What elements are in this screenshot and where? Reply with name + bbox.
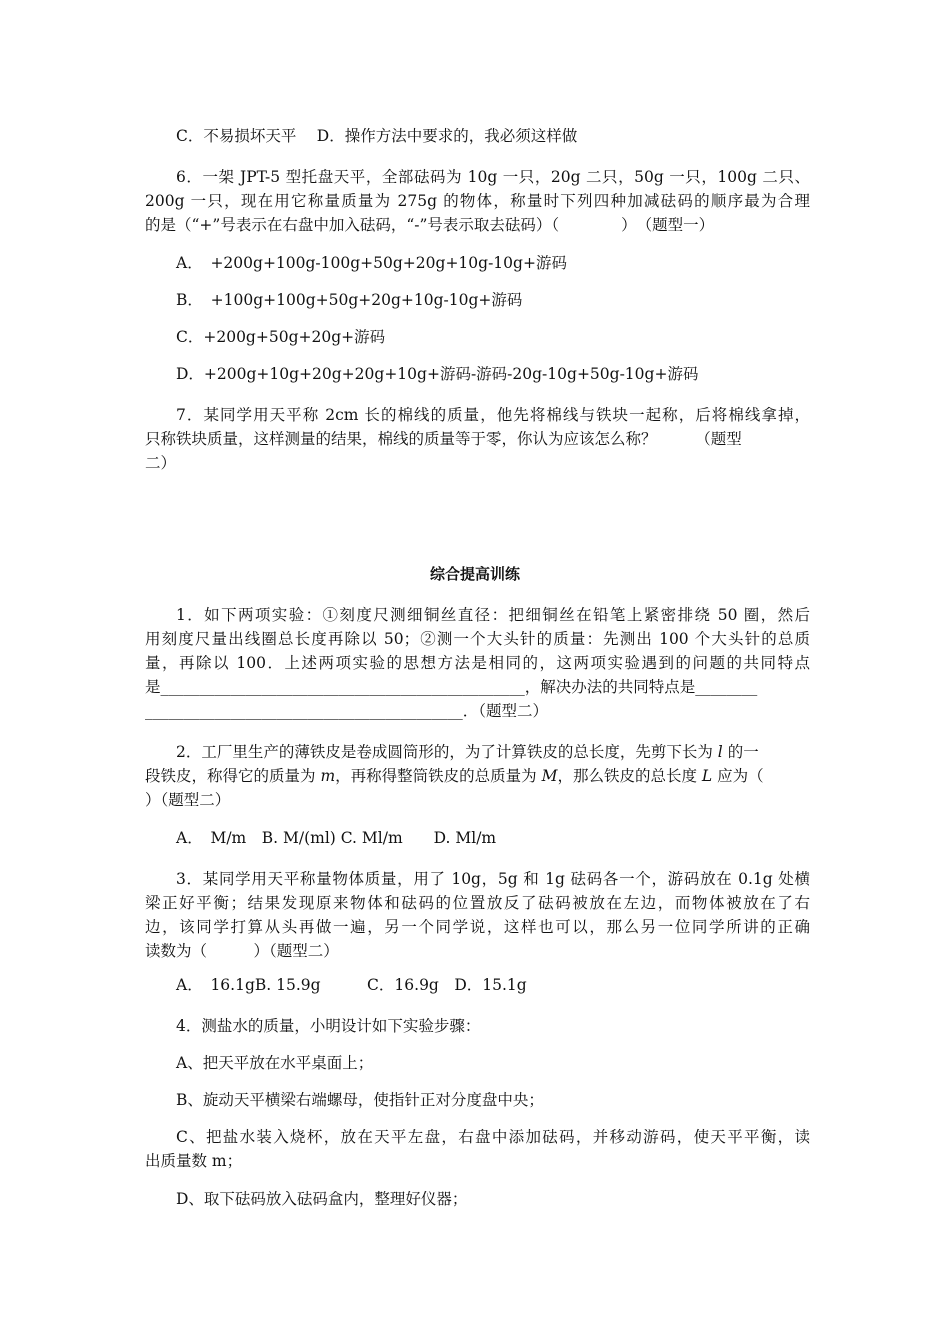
q6-line-3: 的是（“+”号表示在右盘中加入砝码，“-”号表示取去砝码）（ ） （题型一） [145, 216, 715, 234]
s-q4-step-c-line-1: C、把盐水装入烧杯，放在天平左盘，右盘中添加砝码，并移动游码，使天平平衡，读 [176, 1128, 810, 1146]
s-q1-line-3: 量，再除以 100．上述两项实验的思想方法是相同的，这两项实验遇到的问题的共同特点 [145, 654, 810, 672]
s-q2-line-3: ）（题型二） [145, 791, 231, 809]
q7-line-2: 只称铁块质量，这样测量的结果，棉线的质量等于零，你认为应该怎么称？ （题型 [145, 430, 742, 448]
q6-option-d: D．+200g+10g+20g+20g+10g+游码-游码-20g-10g+50g-10g+游码 [176, 365, 699, 383]
s-q4-step-c-line-2: 出质量数 m； [145, 1152, 243, 1170]
q6-line-1: 6．一架 JPT-5 型托盘天平，全部砝码为 10g 一只，20g 二只，50g 一只，100g 二只、 [176, 168, 810, 186]
section-title: 综合提高训练 [429, 565, 520, 583]
q6-option-b: B． +100g+100g+50g+20g+10g-10g+游码 [176, 291, 523, 309]
s-q1-line-5: _________________________________________．（题型二） [145, 702, 549, 720]
s-q3-line-2: 梁正好平衡；结果发现原来物体和砝码的位置放反了砝码被放在左边，而物体被放在了右 [145, 894, 810, 912]
s-q2-line-1: 2．工厂里生产的薄铁皮是卷成圆筒形的，为了计算铁皮的总长度，先剪下长为 l 的一 [176, 743, 759, 761]
s-q3-line-1: 3．某同学用天平称量物体质量，用了 10g，5g 和 1g 砝码各一个，游码放在 0.1g 处横 [176, 870, 810, 888]
s-q4-step-a: A、把天平放在水平桌面上； [176, 1054, 374, 1072]
q6-line-2: 200g 一只，现在用它称量质量为 275g 的物体，称量时下列四种加减砝码的顺序最为合理 [145, 192, 810, 210]
s-q2-options: A． M/m B. M/(ml) C. Ml/m D. Ml/m [176, 829, 497, 847]
q6-option-c: C．+200g+50g+20g+游码 [176, 328, 386, 346]
s-q1-line-2: 用刻度尺量出线圈总长度再除以 50；②测一个大头针的质量：先测出 100 个大头针的总质 [145, 630, 810, 648]
s-q3-options: A． 16.1gB. 15.9g C．16.9g D．15.1g [176, 976, 527, 994]
s-q4-step-b: B、旋动天平横梁右端螺母，使指针正对分度盘中央； [176, 1091, 544, 1109]
s-q1-line-4: 是_______________________________________________，解决办法的共同特点是________ [145, 678, 758, 696]
s-q1-line-1: 1．如下两项实验：①刻度尺测细铜丝直径：把细铜丝在铅笔上紧密排绕 50 圈，然后 [176, 606, 810, 624]
s-q4-step-d: D、取下砝码放入砝码盒内，整理好仪器； [176, 1190, 468, 1208]
q6-option-a: A． +200g+100g-100g+50g+20g+10g-10g+游码 [176, 254, 567, 272]
s-q2-line-2: 段铁皮，称得它的质量为 m，再称得整筒铁皮的总质量为 M，那么铁皮的总长度 L 应为（ [145, 767, 764, 785]
s-q3-line-4: 读数为（ ）（题型二） [145, 942, 339, 960]
q5-options-tail: C．不易损坏天平 D．操作方法中要求的，我必须这样做 [176, 127, 578, 145]
q7-line-3: 二） [145, 454, 177, 472]
q7-line-1: 7．某同学用天平称 2cm 长的棉线的质量，他先将棉线与铁块一起称，后将棉线拿掉， [176, 406, 810, 424]
s-q4-intro: 4．测盐水的质量，小明设计如下实验步骤： [176, 1017, 481, 1035]
s-q3-line-3: 边，该同学打算从头再做一遍，另一个同学说，这样也可以，那么另一位同学所讲的正确 [145, 918, 810, 936]
